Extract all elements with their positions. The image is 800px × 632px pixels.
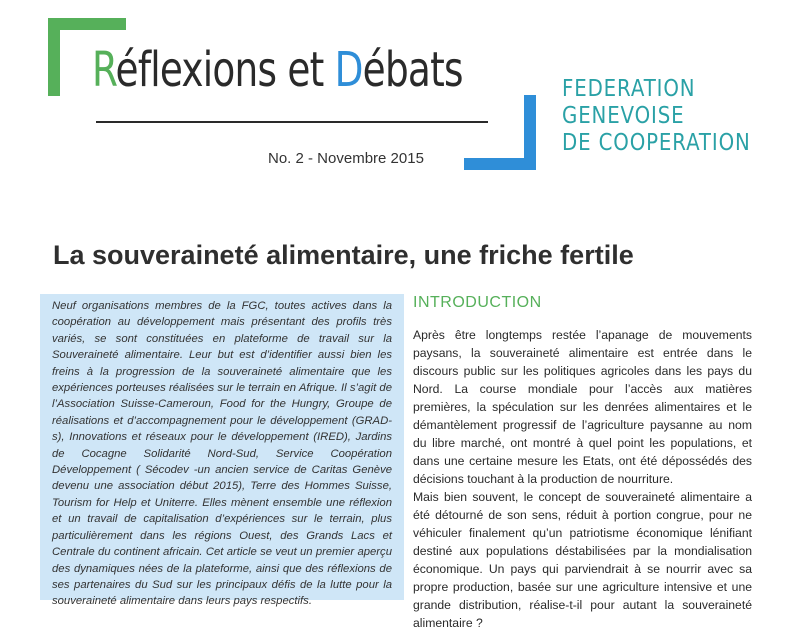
organization-name [562,76,751,157]
org-line-3: DE COOPERATION [562,130,751,156]
masthead-r-letter: R [92,42,116,98]
section-heading: INTRODUCTION [413,294,542,311]
body-column [413,326,752,630]
masthead-r-rest: éflexions et [115,42,335,98]
body-paragraph-2: Mais bien souvent, le concept de souveraineté alimentaire a été détourné de son sens, réduit à portion congrue, pour ne véhiculer finalement qu’un patriotisme économique lénifiant destiné aux populations déstabilisées par la mondialisation économique. Un pays qui parviendrait à se nourrir avec sa propre production, basée sur une agriculture intensive et une grande distribution, réalise-t-il pour autant la souveraineté alimentaire ? [413,490,752,630]
org-line-2: GENEVOISE [562,103,685,129]
article-title: La souveraineté alimentaire, une friche fertile [53,240,634,270]
blue-corner-bracket [464,95,536,170]
masthead-rule [96,121,488,123]
intro-sidebar-box [40,294,404,608]
body-paragraph-1: Après être longtemps restée l’apanage de mouvements paysans, la souveraineté alimentaire est entrée dans le discours public sur les politiques agricoles dans les pays du Nord. La course mondiale pour l’accès aux matières premières, la spéculation sur les denrées alimentaires et le démantèlement progressif de l’agriculture paysanne au nom du libre marché, ont montré à quel point les populations, et dans une certaine mesure les Etats, ont été dépossédés des décisions touchant à la production de nourriture. [413,328,752,486]
masthead-d-rest: ébats [362,42,463,98]
issue-number: No. 2 - Novembre 2015 [268,150,424,167]
org-line-1: FEDERATION [562,76,696,102]
masthead-d-letter: D [334,42,363,98]
intro-box-text: Neuf organisations membres de la FGC, toutes actives dans la coopération au développement mais présentant des profils très variés, se sont constituées en plateforme de travail sur la Souveraineté alimentaire. Leur but est d’identifier aussi bien les freins à la progression de la souveraineté alimentaire que les expériences porteuses réalisées sur le terrain en Afrique. Il s’agit de l’Association Suisse-Cameroun, Food for the Hungry, Groupe de réalisations et d’accompagnement pour le développement (GRAD-s), Innovations et réseaux pour le développement (IRED), Jardins de Cocagne Solidarité Nord-Sud, Service Coopération Développement ( Sécodev -un ancien service de Caritas Genève devenu une association début 2015), Terre des Hommes Suisse, Tourism for Help et Uniterre. Elles mènent ensemble une réflexion et un travail de capitalisation d’expériences sur le terrain, plus particulièrement dans les régions Ouest, des Grands Lacs et Centrale du continent africain. Cet article se veut un premier aperçu des dynamiques nées de la plateforme, ainsi que des réflexions de ses partenaires du Sud sur les principaux défis de la lutte pour la souveraineté alimentaire dans leurs pays respectifs. [52,300,392,608]
masthead-title [92,42,463,98]
